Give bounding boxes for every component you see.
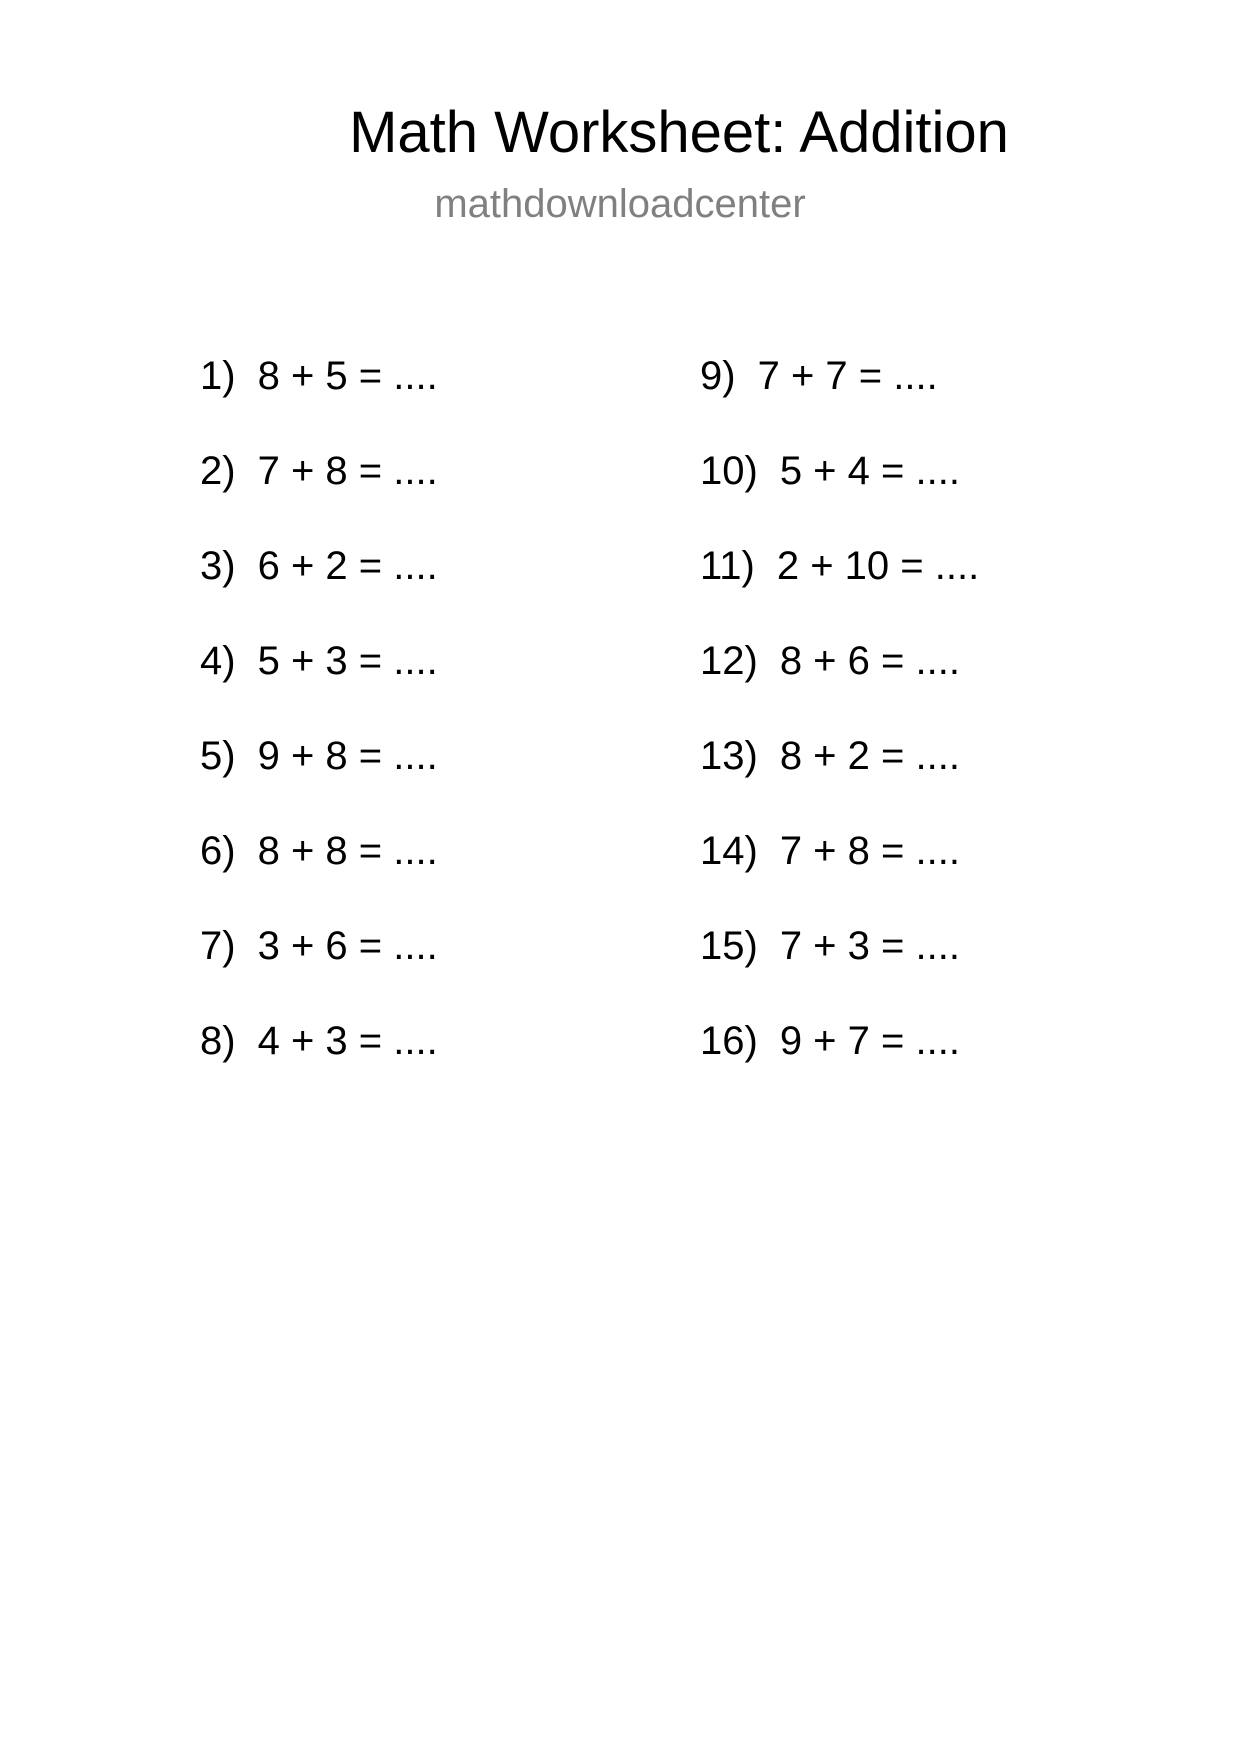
problem-item xyxy=(700,633,979,728)
problem-item xyxy=(700,348,979,443)
problem-item xyxy=(200,1013,438,1108)
problem-item xyxy=(200,348,438,443)
problem-number: 11) xyxy=(700,544,755,588)
problem-number: 14) xyxy=(700,829,758,873)
problem-expression: 8 + 6 = .... xyxy=(779,639,960,683)
problem-expression: 9 + 8 = .... xyxy=(257,734,438,778)
problem-expression: 8 + 5 = .... xyxy=(257,354,438,398)
problem-number: 6) xyxy=(200,829,236,873)
problem-item xyxy=(700,918,979,1013)
problem-expression: 8 + 8 = .... xyxy=(257,829,438,873)
problem-item xyxy=(700,538,979,633)
problem-number: 13) xyxy=(700,734,758,778)
problem-item xyxy=(200,918,438,1013)
problem-item xyxy=(200,823,438,918)
worksheet-source: mathdownloadcenter xyxy=(434,182,806,226)
problem-column-left xyxy=(200,348,438,1108)
problem-item xyxy=(700,1013,979,1108)
problem-expression: 9 + 7 = .... xyxy=(779,1019,960,1063)
problem-expression: 7 + 8 = .... xyxy=(257,449,438,493)
problem-item xyxy=(700,728,979,823)
problem-number: 15) xyxy=(700,924,758,968)
problem-expression: 8 + 2 = .... xyxy=(779,734,960,778)
problem-item xyxy=(700,443,979,538)
problem-number: 4) xyxy=(200,639,236,683)
problem-item xyxy=(200,538,438,633)
problem-number: 7) xyxy=(200,924,236,968)
problem-item xyxy=(200,633,438,728)
problem-expression: 6 + 2 = .... xyxy=(257,544,438,588)
problem-expression: 7 + 3 = .... xyxy=(779,924,960,968)
problem-number: 3) xyxy=(200,544,236,588)
problem-expression: 3 + 6 = .... xyxy=(257,924,438,968)
problem-number: 5) xyxy=(200,734,236,778)
problem-number: 2) xyxy=(200,449,236,493)
problem-expression: 2 + 10 = .... xyxy=(776,544,980,588)
problem-item xyxy=(200,443,438,538)
problem-number: 1) xyxy=(200,354,236,398)
problem-item xyxy=(700,823,979,918)
problem-number: 9) xyxy=(700,354,736,398)
problem-number: 10) xyxy=(700,449,758,493)
problem-number: 12) xyxy=(700,639,758,683)
problem-expression: 7 + 7 = .... xyxy=(757,354,938,398)
problem-number: 16) xyxy=(700,1019,758,1063)
worksheet-title: Math Worksheet: Addition xyxy=(349,100,1009,165)
problem-expression: 5 + 3 = .... xyxy=(257,639,438,683)
problem-expression: 4 + 3 = .... xyxy=(257,1019,438,1063)
problem-item xyxy=(200,728,438,823)
problem-expression: 7 + 8 = .... xyxy=(779,829,960,873)
problem-expression: 5 + 4 = .... xyxy=(779,449,960,493)
problem-column-right xyxy=(700,348,979,1108)
problem-number: 8) xyxy=(200,1019,236,1063)
